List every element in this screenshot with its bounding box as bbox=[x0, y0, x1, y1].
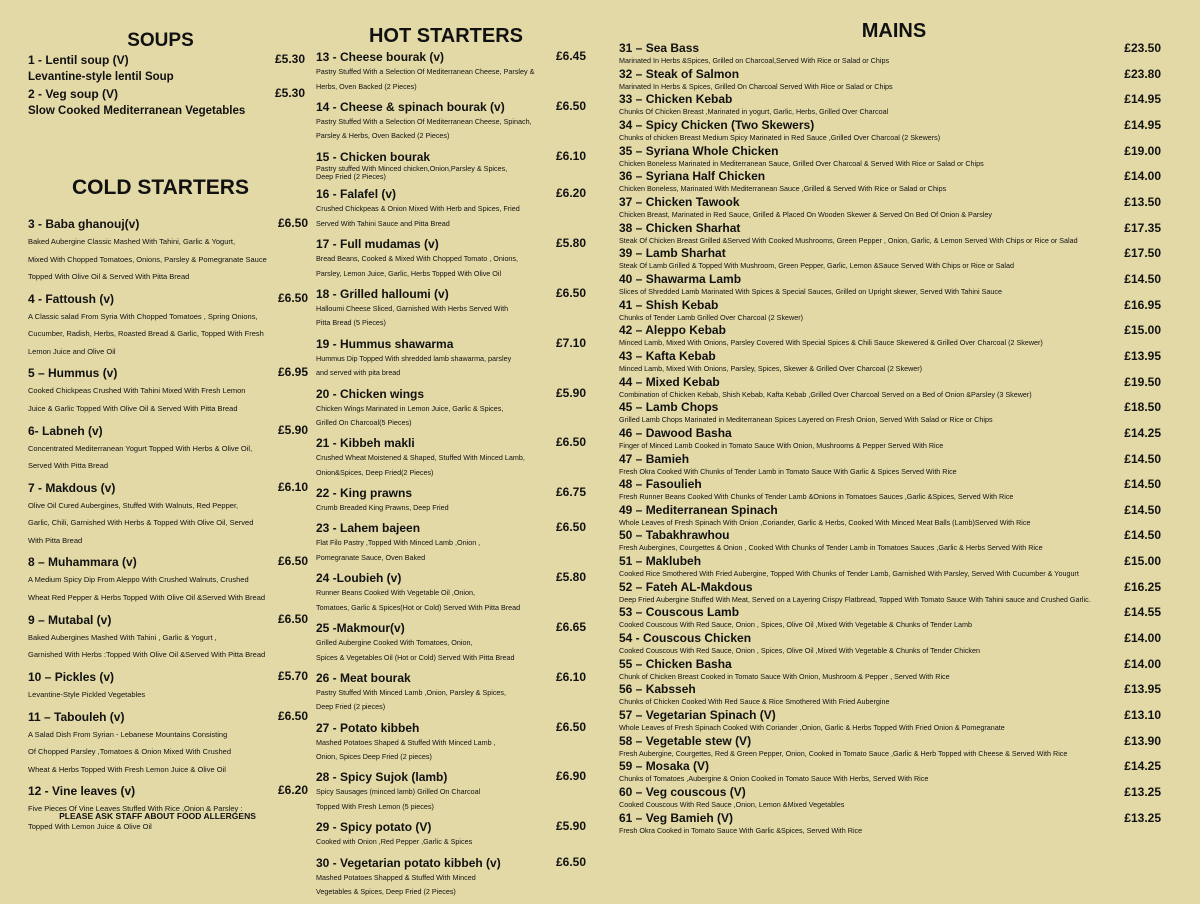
item-name: 52 – Fateh AL-Makdous bbox=[619, 579, 753, 594]
hot-starter-item bbox=[316, 485, 586, 516]
main-item bbox=[619, 605, 1161, 631]
item-price: £6.50 bbox=[277, 611, 308, 626]
item-description-line: Pomegranate Sauce, Oven Baked bbox=[316, 552, 426, 562]
allergen-note: PLEASE ASK STAFF ABOUT FOOD ALLERGENS bbox=[59, 811, 256, 821]
item-description-line: Five Pieces Of Vine Leaves Stuffed With Rice ,Onion & Parsley : bbox=[28, 804, 243, 814]
main-item bbox=[619, 246, 1161, 272]
main-item bbox=[619, 811, 1161, 837]
main-item bbox=[619, 298, 1161, 324]
item-price: £6.20 bbox=[555, 186, 586, 201]
soups-heading: SOUPS bbox=[127, 30, 194, 51]
item-name: 29 - Spicy potato (V) bbox=[316, 820, 432, 835]
item-description-line: A Medium Spicy Dip From Aleppo With Crushed Walnuts, Crushed bbox=[28, 575, 249, 585]
hot-starter-item bbox=[316, 336, 586, 381]
item-price: £13.95 bbox=[1124, 348, 1161, 363]
item-price: £6.10 bbox=[555, 148, 586, 163]
item-description-line: Juice & Garlic Topped With Olive Oil & Served With Pitta Bread bbox=[28, 403, 238, 413]
item-price: £6.50 bbox=[555, 285, 586, 300]
item-price: £5.80 bbox=[555, 236, 586, 251]
main-item bbox=[619, 92, 1161, 118]
item-description: Cooked Couscous With Red Sauce, Onion , Spices, Olive Oil ,Mixed With Vegetable & Chunks of Tender Chicken bbox=[619, 646, 981, 656]
item-name: 23 - Lahem bajeen bbox=[316, 521, 421, 536]
item-name: 41 – Shish Kebab bbox=[619, 297, 719, 312]
item-description-line: Pastry Stuffed With a Selection Of Mediterranean Cheese, Spinach, bbox=[316, 116, 532, 126]
item-name: 37 – Chicken Tawook bbox=[619, 194, 740, 209]
item-description: Grilled Lamb Chops Marinated in Mediterranean Spices Layered on Fresh Onion, Served With Salad or Rice or Chips bbox=[619, 415, 993, 425]
item-price: £13.25 bbox=[1124, 785, 1161, 800]
hot-starter-item bbox=[316, 769, 586, 814]
item-price: £6.75 bbox=[555, 485, 586, 500]
hot-starter-item bbox=[316, 386, 586, 431]
cold-starter-item bbox=[28, 709, 308, 779]
item-description-line: Crumb Breaded King Prawns, Deep Fried bbox=[316, 503, 449, 513]
item-description: Chicken Breast, Marinated in Red Sauce, Grilled & Placed On Wooden Skewer & Served On Bed Of Onion & Parsley bbox=[619, 209, 993, 219]
item-name: 36 – Syriana Half Chicken bbox=[619, 169, 766, 184]
item-description-line: Tomatoes, Garlic & Spices(Hot or Cold) Served With Pitta Bread bbox=[316, 602, 521, 612]
main-item bbox=[619, 452, 1161, 478]
item-description-line: Deep Fried (2 Pieces) bbox=[316, 172, 386, 182]
main-item bbox=[619, 580, 1161, 606]
item-price: £6.50 bbox=[555, 98, 586, 113]
item-name: 32 – Steak of Salmon bbox=[619, 66, 740, 81]
item-description-line: Bread Beans, Cooked & Mixed With Chopped Tomato , Onions, bbox=[316, 254, 519, 264]
item-description-line: Mashed Potatoes Shaped & Stuffed With Minced Lamb , bbox=[316, 737, 496, 747]
item-price: £13.25 bbox=[1124, 810, 1161, 825]
item-description-line: Garlic, Chili, Garnished With Herbs & Topped With Olive Oil, Served bbox=[28, 518, 254, 528]
item-price: £6.50 bbox=[555, 854, 586, 869]
item-name: 14 - Cheese & spinach bourak (v) bbox=[316, 99, 505, 114]
item-description: Whole Leaves of Fresh Spinach With Onion ,Coriander, Garlic & Herbs, Cooked With Minced Meat Balls (Lamb)Served With Rice bbox=[619, 517, 1031, 527]
main-item bbox=[619, 169, 1161, 195]
main-item bbox=[619, 785, 1161, 811]
item-price: £7.10 bbox=[555, 335, 586, 350]
main-item bbox=[619, 631, 1161, 657]
item-price: £6.10 bbox=[555, 669, 586, 684]
hot-starter-item bbox=[316, 570, 586, 615]
mains-list bbox=[619, 41, 1161, 836]
item-description-line: Of Chopped Parsley ,Tomatoes & Onion Mixed With Crushed bbox=[28, 747, 232, 756]
item-name: 19 - Hummus shawarma bbox=[316, 336, 454, 351]
item-description: Chicken Boneless Marinated in Mediterranean Sauce, Grilled Over Charcoal & Served With Rice or Salad or Chips bbox=[619, 158, 984, 168]
item-description: Cooked Rice Smothered With Fried Aubergine, Topped With Chunks of Tender Lamb, Garnished With Parsley, Served With Cucumber & Yougurt bbox=[619, 569, 1079, 579]
hot-starter-item bbox=[316, 186, 586, 231]
item-description: Deep Fried Aubergine Stuffed With Meat, Served on a Layering Crispy Flatbread, Topped With Tomato Sauce With Tahini sauce and Crushed Garlic. bbox=[619, 594, 1091, 604]
item-price: £14.55 bbox=[1124, 605, 1161, 620]
item-price: £23.50 bbox=[1124, 41, 1161, 55]
item-description-line: Parsley, Lemon Juice, Garlic, Herbs Topped With Olive Oil bbox=[316, 268, 502, 278]
item-price: £19.50 bbox=[1124, 374, 1161, 389]
item-name: 33 – Chicken Kebab bbox=[619, 92, 733, 107]
item-name: 49 – Mediterranean Spinach bbox=[619, 502, 778, 517]
item-price: £5.90 bbox=[555, 819, 586, 834]
main-item bbox=[619, 221, 1161, 247]
item-description-line: Mixed With Chopped Tomatoes, Onions, Parsley & Pomegranate Sauce bbox=[28, 254, 267, 264]
main-item bbox=[619, 682, 1161, 708]
main-item bbox=[619, 195, 1161, 221]
item-description: Chunks Of Chicken Breast ,Marinated in yogurt, Garlic, Herbs, Grilled Over Charcoal bbox=[619, 107, 889, 117]
item-description-line: Topped With Fresh Lemon (5 pieces) bbox=[316, 801, 434, 811]
item-description-line: Garnished With Herbs :Topped With Olive Oil &Served With Pitta Bread bbox=[28, 650, 266, 660]
item-name: 15 - Chicken bourak bbox=[316, 149, 431, 164]
cold-starter-item bbox=[28, 554, 308, 606]
item-name: 50 – Tabakhrawhou bbox=[619, 528, 730, 543]
item-description: Steak Of Chicken Breast Grilled &Served With Cooked Mushrooms, Green Pepper , Onion, Garlic, & Lemon Served With Chips or Rice or Salad bbox=[619, 235, 1078, 245]
main-item bbox=[619, 144, 1161, 170]
item-description-line: Spicy Sausages (minced lamb) Grilled On Charcoal bbox=[316, 787, 481, 797]
soups-list bbox=[28, 52, 308, 120]
main-item bbox=[619, 67, 1161, 93]
item-name: 59 – Mosaka (V) bbox=[619, 759, 710, 774]
item-description-line: Grilled On Charcoal(5 Pieces) bbox=[316, 418, 412, 428]
item-name: 13 - Cheese bourak (v) bbox=[316, 50, 445, 64]
item-description: Finger of Minced Lamb Cooked in Tomato Sauce With Onion, Mushrooms & Pepper Served With Rice bbox=[619, 440, 944, 450]
item-name: 1 - Lentil soup (V) bbox=[28, 53, 129, 67]
item-description-line: Pastry Stuffed With a Selection Of Mediterranean Cheese, Parsley & bbox=[316, 67, 535, 76]
item-description: Fresh Aubergines, Courgettes & Onion , Cooked With Chunks of Tender Lamb in Tomatoes Sauces ,Garlic & Herbs Served With Rice bbox=[619, 543, 1043, 553]
item-description-line: Baked Aubergine Classic Mashed With Tahini, Garlic & Yogurt, bbox=[28, 237, 236, 246]
item-description-line: Pitta Bread (5 Pieces) bbox=[316, 318, 386, 328]
item-price: £6.45 bbox=[555, 49, 586, 63]
item-description-line: Topped With Lemon Juice & Olive Oil bbox=[28, 821, 152, 831]
item-name: 26 - Meat bourak bbox=[316, 670, 411, 685]
item-description-line: Cucumber, Radish, Herbs, Roasted Bread & Garlic, Topped With Fresh bbox=[28, 329, 264, 339]
item-description-line: Topped With Olive Oil & Served With Pitta Bread bbox=[28, 272, 190, 281]
hot-starter-item bbox=[316, 819, 586, 850]
item-price: £5.90 bbox=[555, 385, 586, 400]
item-name: 17 - Full mudamas (v) bbox=[316, 237, 439, 252]
item-price: £14.50 bbox=[1124, 502, 1161, 517]
item-description: Cooked Couscous With Red Sauce ,Onion, Lemon &Mixed Vegetables bbox=[619, 800, 845, 810]
item-price: £5.70 bbox=[277, 668, 308, 683]
item-price: £5.30 bbox=[274, 86, 305, 100]
hot-starter-item bbox=[316, 149, 586, 182]
item-name: 31 – Sea Bass bbox=[619, 41, 700, 55]
item-name: 39 – Lamb Sharhat bbox=[619, 246, 726, 261]
item-description-line: Baked Aubergines Mashed With Tahini , Garlic & Yogurt , bbox=[28, 632, 217, 642]
main-item bbox=[619, 426, 1161, 452]
item-description-line: Vegetables & Spices, Deep Fried (2 Pieces) bbox=[316, 887, 456, 897]
item-description-line: With Pitta Bread bbox=[28, 535, 83, 545]
hot-starter-item bbox=[316, 670, 586, 715]
item-name: 27 - Potato kibbeh bbox=[316, 720, 420, 735]
item-name: 11 – Tabouleh (v) bbox=[28, 709, 125, 724]
main-item bbox=[619, 734, 1161, 760]
item-description-line: Crushed Wheat Moistened & Shaped, Stuffed With Minced Lamb, bbox=[316, 453, 525, 463]
cold-starters-heading: COLD STARTERS bbox=[72, 176, 249, 199]
item-description-line: A Classic salad From Syria With Chopped Tomatoes , Spring Onions, bbox=[28, 311, 258, 321]
item-price: £6.50 bbox=[277, 290, 308, 305]
item-description-line: Cooked Chickpeas Crushed With Tahini Mixed With Fresh Lemon bbox=[28, 386, 246, 396]
item-name: 22 - King prawns bbox=[316, 486, 413, 501]
item-name: 54 - Couscous Chicken bbox=[619, 631, 752, 646]
item-price: £13.95 bbox=[1124, 682, 1161, 697]
item-price: £14.50 bbox=[1124, 528, 1161, 543]
item-name: 3 - Baba ghanouj(v) bbox=[28, 217, 140, 231]
item-description-line: Wheat & Herbs Topped With Fresh Lemon Juice & Olive Oil bbox=[28, 764, 226, 774]
item-description-line: Deep Fried (2 pieces) bbox=[316, 702, 386, 712]
hot-starter-item bbox=[316, 855, 586, 900]
item-description-line: Onion&Spices, Deep Fried(2 Pieces) bbox=[316, 467, 434, 477]
item-description: Chunk of Chicken Breast Cooked in Tomato Sauce With Onion, Mushroom & Pepper , Served With Rice bbox=[619, 671, 950, 681]
item-description-line: Hummus Dip Topped With shredded lamb shawarma, parsley bbox=[316, 353, 512, 363]
item-price: £14.95 bbox=[1124, 92, 1161, 107]
item-price: £5.80 bbox=[555, 570, 586, 585]
cold-starter-item bbox=[28, 783, 308, 835]
item-name: 40 – Shawarma Lamb bbox=[619, 271, 742, 286]
item-price: £19.00 bbox=[1124, 143, 1161, 158]
item-name: 16 - Falafel (v) bbox=[316, 187, 397, 202]
item-name: 10 – Pickles (v) bbox=[28, 669, 115, 684]
cold-starter-item bbox=[28, 291, 308, 361]
item-price: £6.50 bbox=[277, 554, 308, 569]
item-price: £6.50 bbox=[555, 520, 586, 535]
item-price: £14.00 bbox=[1124, 656, 1161, 671]
item-price: £14.50 bbox=[1124, 271, 1161, 286]
item-price: £16.25 bbox=[1124, 579, 1161, 594]
item-description: Cooked Couscous With Red Sauce, Onion , Spices, Olive Oil ,Mixed With Vegetable & Chunks of Tender Lamb bbox=[619, 620, 973, 630]
item-price: £17.50 bbox=[1124, 246, 1161, 261]
item-description: Fresh Okra Cooked With Chunks of Tender Lamb in Tomato Sauce With Garlic & Spices Served With Rice bbox=[619, 466, 957, 476]
item-description-line: Concentrated Mediterranean Yogurt Topped With Herbs & Olive Oil, bbox=[28, 443, 253, 453]
item-description: Chunks of Chicken Cooked With Red Sauce & Rice Smothered With Fried Aubergine bbox=[619, 697, 890, 707]
item-description: Whole Leaves of Fresh Spinach Cooked With Coriander ,Onion, Garlic & Herbs Topped With Fried Onion & Pomegranate bbox=[619, 723, 1005, 733]
item-description-line: Pastry stuffed With Minced chicken,Onion,Parsley & Spices, bbox=[316, 163, 508, 173]
hot-starter-item bbox=[316, 286, 586, 331]
item-name: 30 - Vegetarian potato kibbeh (v) bbox=[316, 855, 501, 870]
item-description-line: Parsley & Herbs, Oven Backed (2 Pieces) bbox=[316, 131, 450, 141]
main-item bbox=[619, 708, 1161, 734]
item-name: 2 - Veg soup (V) bbox=[28, 87, 119, 101]
cold-starter-item bbox=[28, 216, 308, 286]
item-name: 53 – Couscous Lamb bbox=[619, 605, 740, 620]
cold-starter-item bbox=[28, 480, 308, 550]
main-item bbox=[619, 554, 1161, 580]
main-item bbox=[619, 400, 1161, 426]
item-price: £23.80 bbox=[1124, 66, 1161, 81]
item-description-line: Flat Filo Pastry ,Topped With Minced Lamb ,Onion , bbox=[316, 538, 481, 548]
item-name: 7 - Makdous (v) bbox=[28, 480, 116, 495]
main-item bbox=[619, 503, 1161, 529]
cold-starter-item bbox=[28, 612, 308, 664]
item-name: 43 – Kafta Kebab bbox=[619, 348, 716, 363]
item-description: Minced Lamb, Mixed With Onions, Parsley Covered With Special Spices & Chili Sauce Skewered & Grilled Over Charcoal (2 Skewer) bbox=[619, 338, 1043, 348]
item-description: Fresh Okra Cooked in Tomato Sauce With Garlic &Spices, Served With Rice bbox=[619, 825, 863, 835]
item-description-line: Grilled Aubergine Cooked With Tomatoes, Onion, bbox=[316, 638, 473, 648]
item-price: £15.00 bbox=[1124, 323, 1161, 338]
item-name: 25 -Makmour(v) bbox=[316, 621, 405, 636]
item-name: 46 – Dawood Basha bbox=[619, 425, 732, 440]
hot-starter-item bbox=[316, 620, 586, 665]
item-description: Fresh Aubergine, Courgettes, Red & Green Pepper, Onion, Cooked in Tomato Sauce ,Garlic & Herb Topped with Cheese & Served With Rice bbox=[619, 748, 1068, 758]
item-name: 42 – Aleppo Kebab bbox=[619, 323, 726, 338]
hot-starter-item bbox=[316, 435, 586, 480]
item-description: Chicken Boneless, Marinated With Mediterranean Sauce ,Grilled & Served With Rice or Salad or Chips bbox=[619, 184, 947, 194]
soup-item bbox=[28, 86, 308, 120]
item-name: 12 - Vine leaves (v) bbox=[28, 784, 136, 799]
item-price: £18.50 bbox=[1124, 400, 1161, 415]
item-price: £14.25 bbox=[1124, 425, 1161, 440]
item-name: 58 – Vegetable stew (V) bbox=[619, 733, 752, 748]
item-description-line: Runner Beans Cooked With Vegetable Oil ,Onion, bbox=[316, 588, 476, 598]
item-description-line: and served with pita bread bbox=[316, 368, 401, 378]
item-name: 51 – Maklubeh bbox=[619, 554, 702, 569]
item-description-line: Levantine-Style Pickled Vegetables bbox=[28, 689, 146, 699]
item-price: £5.90 bbox=[277, 422, 308, 437]
item-description-line: Herbs, Oven Backed (2 Pieces) bbox=[316, 81, 417, 91]
item-price: £15.00 bbox=[1124, 554, 1161, 569]
item-price: £14.50 bbox=[1124, 477, 1161, 492]
item-description-line: Chicken Wings Marinated in Lemon Juice, Garlic & Spices, bbox=[316, 403, 504, 413]
item-description-line: Spices & Vegetables Oil (Hot or Cold) Served With Pitta Bread bbox=[316, 652, 515, 662]
item-price: £5.30 bbox=[274, 52, 305, 66]
main-item bbox=[619, 528, 1161, 554]
main-item bbox=[619, 375, 1161, 401]
hot-starter-item bbox=[316, 720, 586, 765]
item-name: 38 – Chicken Sharhat bbox=[619, 220, 741, 235]
item-description: Slow Cooked Mediterranean Vegetables bbox=[28, 105, 246, 117]
hot-starter-item bbox=[316, 520, 586, 565]
item-name: 4 - Fattoush (v) bbox=[28, 291, 114, 306]
item-description-line: Cooked with Onion ,Red Pepper ,Garlic & Spices bbox=[316, 837, 473, 847]
item-price: £6.50 bbox=[555, 435, 586, 450]
item-price: £14.25 bbox=[1124, 759, 1161, 774]
item-description-line: Served With Tahini Sauce and Pitta Bread bbox=[316, 218, 450, 228]
item-price: £6.50 bbox=[277, 708, 308, 723]
item-price: £17.35 bbox=[1124, 220, 1161, 235]
item-price: £14.00 bbox=[1124, 169, 1161, 184]
soup-item bbox=[28, 52, 308, 86]
item-name: 60 – Veg couscous (V) bbox=[619, 785, 746, 800]
item-name: 6- Labneh (v) bbox=[28, 423, 103, 438]
hot-starter-item bbox=[316, 99, 586, 144]
cold-starter-item bbox=[28, 365, 308, 417]
item-name: 28 - Spicy Sujok (lamb) bbox=[316, 770, 448, 785]
item-name: 48 – Fasoulieh bbox=[619, 477, 702, 492]
hot-starter-item bbox=[316, 236, 586, 281]
cold-starters-list bbox=[28, 216, 308, 840]
hot-starters-list bbox=[316, 49, 586, 904]
item-name: 61 – Veg Bamieh (V) bbox=[619, 810, 734, 825]
item-description: Marinated In Herbs & Spices, Grilled On Charcoal Served With Rice or Salad or Chips bbox=[619, 81, 893, 91]
main-item bbox=[619, 349, 1161, 375]
item-description-line: Served With Pitta Bread bbox=[28, 461, 109, 471]
item-name: 9 – Mutabal (v) bbox=[28, 612, 112, 627]
item-price: £13.90 bbox=[1124, 733, 1161, 748]
item-price: £6.50 bbox=[277, 216, 308, 230]
item-description-line: A Salad Dish From Syrian - Lebanese Mountains Consisting bbox=[28, 729, 228, 739]
item-name: 24 -Loubieh (v) bbox=[316, 571, 402, 586]
item-description: Marinated In Herbs &Spices, Grilled on Charcoal,Served With Rice or Salad or Chips bbox=[619, 56, 890, 65]
item-description-line: Halloumi Cheese Sliced, Garnished With Herbs Served With bbox=[316, 303, 509, 313]
item-name: 35 – Syriana Whole Chicken bbox=[619, 143, 779, 158]
item-description-line: Pastry Stuffed With Minced Lamb ,Onion, Parsley & Spices, bbox=[316, 687, 507, 697]
item-description: Minced Lamb, Mixed With Onions, Parsley, Spices, Skewer & Grilled Over Charcoal (2 Skewer) bbox=[619, 363, 923, 373]
item-name: 21 - Kibbeh makli bbox=[316, 436, 415, 451]
item-name: 20 - Chicken wings bbox=[316, 386, 425, 401]
item-name: 55 – Chicken Basha bbox=[619, 656, 732, 671]
item-description: Fresh Runner Beans Cooked With Chunks of Tender Lamb &Onions in Tomatoes Sauces ,Garlic &Spices, Served With Rice bbox=[619, 492, 1014, 502]
main-item bbox=[619, 41, 1161, 67]
item-price: £6.20 bbox=[277, 783, 308, 798]
item-name: 47 – Bamieh bbox=[619, 451, 690, 466]
item-description-line: Mashed Potatoes Shapped & Stuffed With Minced bbox=[316, 872, 476, 882]
item-description-line: Crushed Chickpeas & Onion Mixed With Herb and Spices, Fried bbox=[316, 204, 520, 214]
main-item bbox=[619, 657, 1161, 683]
item-description: Levantine-style lentil Soup bbox=[28, 71, 174, 83]
item-price: £6.10 bbox=[277, 479, 308, 494]
item-price: £16.95 bbox=[1124, 297, 1161, 312]
item-price: £6.50 bbox=[555, 719, 586, 734]
item-description-line: Onion, Spices Deep Fried (2 pieces) bbox=[316, 752, 432, 762]
main-item bbox=[619, 118, 1161, 144]
item-price: £14.00 bbox=[1124, 631, 1161, 646]
item-price: £14.50 bbox=[1124, 451, 1161, 466]
item-price: £13.50 bbox=[1124, 194, 1161, 209]
item-price: £6.95 bbox=[277, 365, 308, 380]
item-description-line: Wheat Red Pepper & Herbs Topped With Olive Oil &Served With Bread bbox=[28, 592, 266, 602]
item-name: 5 – Hummus (v) bbox=[28, 366, 118, 381]
item-price: £6.65 bbox=[555, 620, 586, 635]
hot-starter-item bbox=[316, 49, 586, 94]
cold-starter-item bbox=[28, 423, 308, 475]
item-name: 34 – Spicy Chicken (Two Skewers) bbox=[619, 117, 815, 132]
item-description: Chunks of Tomatoes ,Aubergine & Onion Cooked in Tomato Sauce With Herbs, Served With Rice bbox=[619, 774, 929, 784]
item-description-line: Lemon Juice and Olive Oil bbox=[28, 346, 116, 356]
main-item bbox=[619, 477, 1161, 503]
item-description: Chunks of chicken Breast Medium Spicy Marinated in Red Sauce ,Grilled Over Charcoal (2 Skewers) bbox=[619, 132, 941, 142]
item-description: Steak Of Lamb Grilled & Topped With Mushroom, Green Pepper, Garlic, Lemon &Sauce Served With Chips or Rice or Salad bbox=[619, 261, 1014, 271]
item-price: £13.10 bbox=[1124, 708, 1161, 723]
main-item bbox=[619, 272, 1161, 298]
item-name: 56 – Kabsseh bbox=[619, 682, 696, 697]
item-description-line: Olive Oil Cured Aubergines, Stuffed With Walnuts, Red Pepper, bbox=[28, 500, 239, 510]
item-description: Slices of Shredded Lamb Marinated With Spices & Special Sauces, Grilled on Upright skewer, Served With Tahini Sauce bbox=[619, 286, 1002, 296]
item-description: Chunks of Tender Lamb Grilled Over Charcoal (2 Skewer) bbox=[619, 312, 804, 322]
item-name: 57 – Vegetarian Spinach (V) bbox=[619, 708, 776, 723]
item-name: 8 – Muhammara (v) bbox=[28, 555, 137, 570]
item-price: £6.90 bbox=[555, 769, 586, 784]
item-price: £14.95 bbox=[1124, 117, 1161, 132]
hot-starters-heading: HOT STARTERS bbox=[368, 25, 524, 47]
item-name: 44 – Mixed Kebab bbox=[619, 374, 720, 389]
mains-heading: MAINS bbox=[861, 20, 927, 42]
main-item bbox=[619, 323, 1161, 349]
item-name: 18 - Grilled halloumi (v) bbox=[316, 286, 449, 301]
item-name: 45 – Lamb Chops bbox=[619, 400, 719, 415]
main-item bbox=[619, 759, 1161, 785]
cold-starter-item bbox=[28, 669, 308, 704]
item-description: Combination of Chicken Kebab, Shish Kebab, Kafta Kebab ,Grilled Over Charcoal Served on a Bed of Onion &Parsley (3 Skewer) bbox=[619, 389, 1032, 399]
